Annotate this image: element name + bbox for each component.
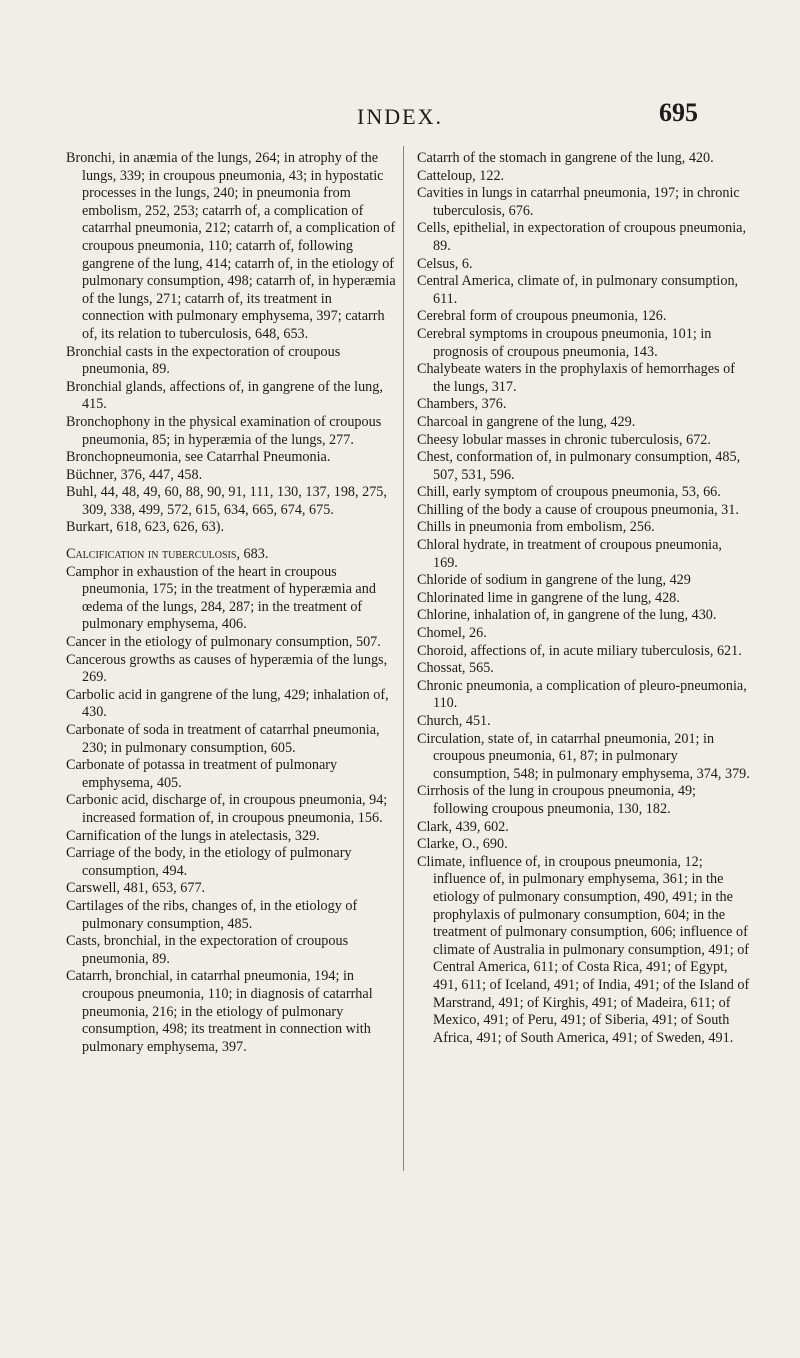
index-entry: Chilling of the body a cause of croupous pneumonia, 31. <box>417 501 739 518</box>
index-entry: Bronchophony in the physical examination of croupous pneumonia, 85; in hyperæmia of the lungs, 277. <box>66 413 382 448</box>
index-entry: Chossat, 565. <box>417 660 494 677</box>
index-entry: Cheesy lobular masses in chronic tuberculosis, 672. <box>417 431 711 448</box>
index-entry: Cancerous growths as causes of hyperæmia of the lungs, 269. <box>66 651 388 686</box>
index-column-left <box>66 150 396 1056</box>
index-entry: Chambers, 376. <box>417 396 507 413</box>
index-entry: Bronchial glands, affections of, in gangrene of the lung, 415. <box>66 378 383 413</box>
index-entry: Cartilages of the ribs, changes of, in the etiology of pulmonary consumption, 485. <box>66 897 358 932</box>
index-entry: Catarrh, bronchial, in catarrhal pneumonia, 194; in croupous pneumonia, 110; in diagnosis of catarrhal pneumonia, 216; in the etiology of pulmonary consumption, 498; its treatment in connection with pulmonary emphysema, 397. <box>66 968 373 1055</box>
page-header <box>0 98 800 138</box>
index-entry: Catarrh of the stomach in gangrene of the lung, 420. <box>417 150 714 166</box>
index-entry: Cirrhosis of the lung in croupous pneumonia, 49; following croupous pneumonia, 130, 182. <box>417 783 696 817</box>
index-column-right <box>417 150 750 1047</box>
index-entry: Cells, epithelial, in expectoration of croupous pneumonia, 89. <box>417 220 746 254</box>
index-entry: Carnification of the lungs in atelectasis, 329. <box>66 827 320 844</box>
index-entry: Chloral hydrate, in treatment of croupous pneumonia, 169. <box>417 537 722 571</box>
index-entry: Carriage of the body, in the etiology of pulmonary consumption, 494. <box>66 845 352 879</box>
index-entry: Chills in pneumonia from embolism, 256. <box>417 519 655 536</box>
index-entry: Cavities in lungs in catarrhal pneumonia, 197; in chronic tuberculosis, 676. <box>417 185 740 219</box>
page-title: INDEX. <box>357 104 443 129</box>
index-entry: Calcification in tuberculosis, 683. <box>66 546 269 563</box>
index-entry: Carbonate of soda in treatment of catarrhal pneumonia, 230; in pulmonary consumption, 605. <box>66 722 380 756</box>
index-entry: Carbonate of potassa in treatment of pulmonary emphysema, 405. <box>66 757 338 791</box>
index-entry: Circulation, state of, in catarrhal pneumonia, 201; in croupous pneumonia, 61, 87; in pulmonary consumption, 548; in pulmonary emphysema, 374, 379. <box>417 730 750 782</box>
index-entry: Chlorine, inhalation of, in gangrene of the lung, 430. <box>417 607 717 624</box>
index-entry: Choroid, affections of, in acute miliary tuberculosis, 621. <box>417 642 742 659</box>
index-entry: Central America, climate of, in pulmonary consumption, 611. <box>417 273 739 307</box>
index-entry: Chill, early symptom of croupous pneumonia, 53, 66. <box>417 484 721 501</box>
index-entry: Bronchopneumonia, see Catarrhal Pneumonia. <box>66 449 331 466</box>
index-entry: Cancer in the etiology of pulmonary consumption, 507. <box>66 634 381 651</box>
index-entry: Cerebral form of croupous pneumonia, 126. <box>417 308 667 325</box>
index-entry: Camphor in exhaustion of the heart in croupous pneumonia, 175; in the treatment of hyperæmia and œdema of the lungs, 284, 287; in the treatment of pulmonary emphysema, 406. <box>66 563 376 633</box>
index-entry: Carbolic acid in gangrene of the lung, 429; inhalation of, 430. <box>66 686 389 721</box>
index-entry: Clark, 439, 602. <box>417 818 509 835</box>
index-entry: Bronchial casts in the expectoration of croupous pneumonia, 89. <box>66 343 341 378</box>
index-entry: Church, 451. <box>417 713 491 729</box>
index-entry: Chronic pneumonia, a complication of pleuro-pneumonia, 110. <box>417 677 747 712</box>
index-entry: Chest, conformation of, in pulmonary consumption, 485, 507, 531, 596. <box>417 449 741 483</box>
index-entry: Bronchi, in anæmia of the lungs, 264; in atrophy of the lungs, 339; in croupous pneumonia, 43; in hypostatic processes in the lungs, 240; in pneumonia from embolism, 252, 253; catarrh of, a complication of catarrhal pneumonia, 212; catarrh of, a complication of croupous pneumonia, 110; catarrh of, following gangrene of the lung, 414; catarrh of, in the etiology of pulmonary consumption, 498; catarrh of, in hyperæmia of the lungs, 271; catarrh of, its treatment in connection with pulmonary emphysema, 397; catarrh of, its relation to tuberculosis, 648, 653. <box>66 150 396 342</box>
index-entry: Clarke, O., 690. <box>417 836 508 853</box>
index-entry: Carbonic acid, discharge of, in croupous pneumonia, 94; increased formation of, in croupous pneumonia, 156. <box>66 792 388 826</box>
index-entry: Carswell, 481, 653, 677. <box>66 880 206 897</box>
index-entry: Chalybeate waters in the prophylaxis of hemorrhages of the lungs, 317. <box>417 361 735 395</box>
index-entry: Buhl, 44, 48, 49, 60, 88, 90, 91, 111, 130, 137, 198, 275, 309, 338, 499, 572, 615, 634, 665, 674, 675. <box>66 484 387 518</box>
index-entry: Cerebral symptoms in croupous pneumonia, 101; in prognosis of croupous pneumonia, 143. <box>417 325 712 360</box>
index-entry: Catteloup, 122. <box>417 167 505 184</box>
index-entry: Burkart, 618, 623, 626, 63). <box>66 519 225 536</box>
column-divider <box>403 146 404 1171</box>
index-entry: Charcoal in gangrene of the lung, 429. <box>417 413 636 430</box>
index-entry: Chloride of sodium in gangrene of the lung, 429 <box>417 572 691 589</box>
index-entry: Casts, bronchial, in the expectoration of croupous pneumonia, 89. <box>66 933 349 967</box>
index-entry: Chlorinated lime in gangrene of the lung, 428. <box>417 589 680 606</box>
index-entry: Chomel, 26. <box>417 625 487 642</box>
index-entry: Celsus, 6. <box>417 255 473 272</box>
index-entry: Büchner, 376, 447, 458. <box>66 466 203 483</box>
index-entry: Climate, influence of, in croupous pneumonia, 12; influence of, in pulmonary emphysema, 361; in the etiology of pulmonary consumption, 490, 491; in the prophylaxis of pulmonary consumption, 604; in the treatment of pulmonary consumption, 606; influence of climate of Australia in pulmonary consumption, 491; of Central America, 611; of Costa Rica, 491; of Egypt, 491, 611; of Iceland, 491; of India, 491; of the Island of Marstrand, 491; of Kirghis, 491; of Madeira, 611; of Mexico, 491; of Peru, 491; of Siberia, 491; of South Africa, 491; of South America, 491; of Sweden, 491. <box>417 853 750 1046</box>
page-number: 695 <box>659 98 698 127</box>
